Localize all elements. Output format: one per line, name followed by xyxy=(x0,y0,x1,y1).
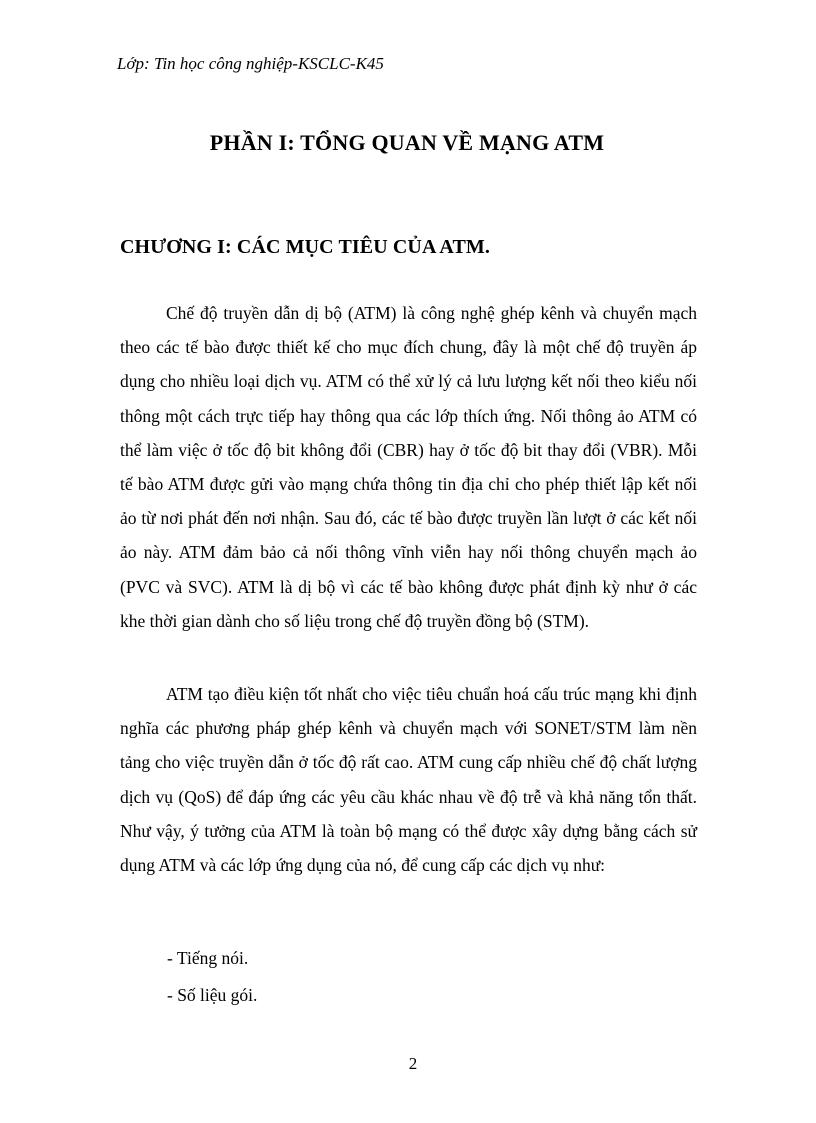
page-number: 2 xyxy=(408,1054,418,1073)
page-header: Lớp: Tin học công nghiệp-KSCLC-K45 xyxy=(117,54,384,73)
service-list xyxy=(167,944,257,1018)
list-item: - Tiếng nói. xyxy=(167,948,249,968)
chapter-title: CHƯƠNG I: CÁC MỤC TIÊU CỦA ATM. xyxy=(120,236,490,258)
body-paragraph-1: Chế độ truyền dẫn dị bộ (ATM) là công nghệ ghép kênh và chuyển mạch theo các tế bào được thiết kế cho mục đích chung, đây là một chế độ truyền áp dụng cho nhiều loại dịch vụ. ATM có thể xử lý cả lưu lượng kết nối theo kiểu nối thông một cách trực tiếp hay thông qua các lớp thích ứng. Nối thông ảo ATM có thể làm việc ở tốc độ bit không đổi (CBR) hay ở tốc độ bit thay đổi (VBR). Mỗi tế bào ATM được gửi vào mạng chứa thông tin địa chỉ cho phép thiết lập kết nối ảo từ nơi phát đến nơi nhận. Sau đó, các tế bào được truyền lần lượt ở các kết nối ảo này. ATM đảm bảo cả nối thông vĩnh viễn hay nối thông chuyển mạch ảo (PVC và SVC). ATM là dị bộ vì các tế bào không được phát định kỳ như ở các khe thời gian dành cho số liệu trong chế độ truyền đồng bộ (STM). xyxy=(120,303,697,631)
part-title: PHẦN I: TỔNG QUAN VỀ MẠNG ATM xyxy=(209,130,605,155)
header-rule xyxy=(117,80,697,81)
body-paragraph-2: ATM tạo điều kiện tốt nhất cho việc tiêu chuẩn hoá cấu trúc mạng khi định nghĩa các phương pháp ghép kênh và chuyển mạch với SONET/STM làm nền tảng cho việc truyền dẫn ở tốc độ rất cao. ATM cung cấp nhiều chế độ chất lượng dịch vụ (QoS) để đáp ứng các yêu cầu khác nhau về độ trễ và khả năng tổn thất. Như vậy, ý tưởng của ATM là toàn bộ mạng có thể được xây dựng bằng cách sử dụng ATM và các lớp ứng dụng của nó, để cung cấp các dịch vụ như: xyxy=(120,684,697,876)
list-item: - Số liệu gói. xyxy=(167,985,258,1005)
